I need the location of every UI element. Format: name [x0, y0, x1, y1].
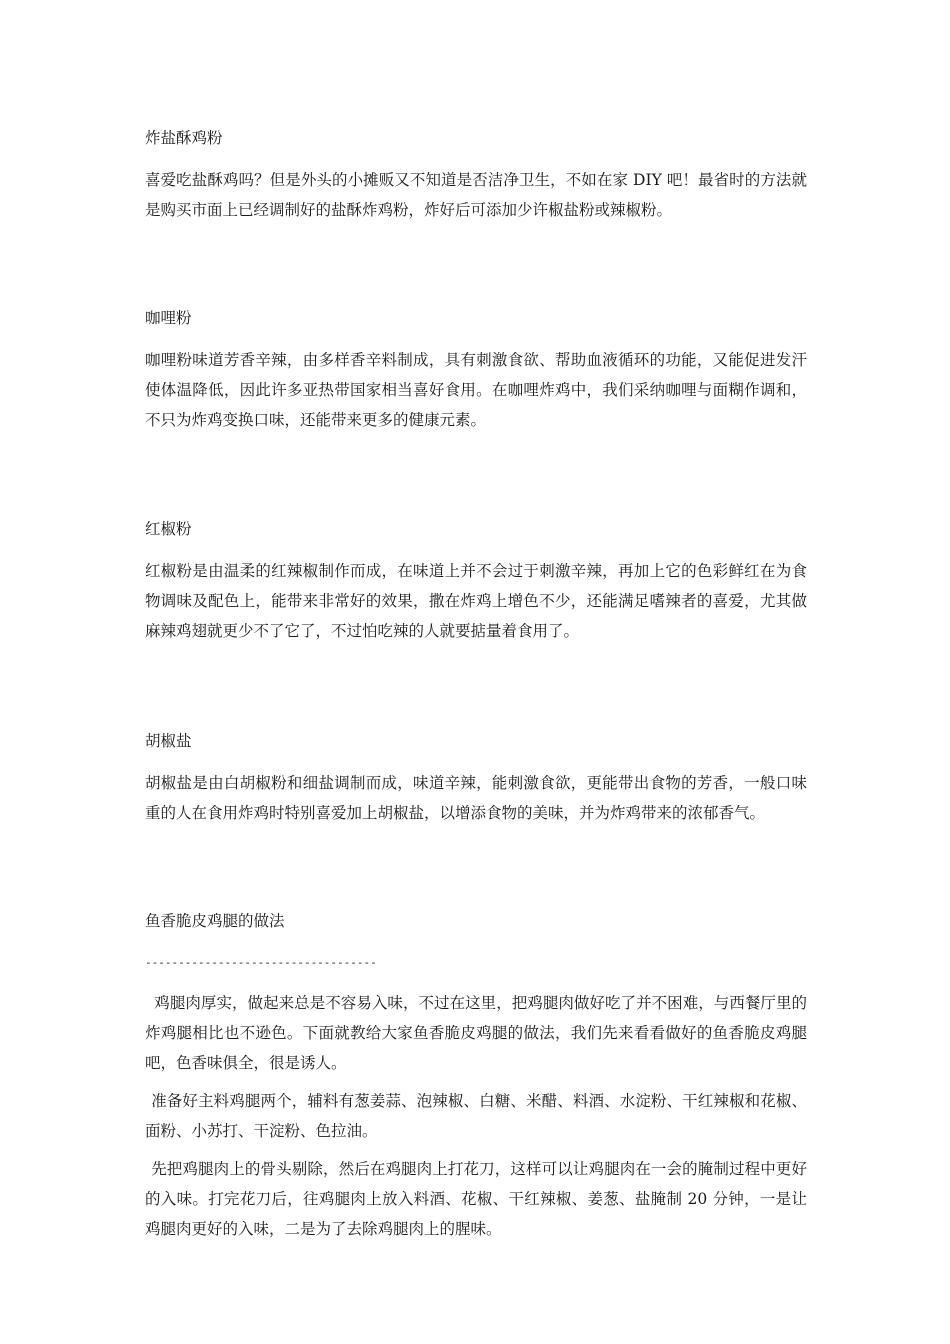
section-title-salt-crispy-chicken-powder: 炸盐酥鸡粉: [145, 129, 223, 147]
recipe-title: 鱼香脆皮鸡腿的做法: [145, 912, 285, 930]
document-content: [145, 121, 807, 1244]
recipe-paragraph-intro: 鸡腿肉厚实，做起来总是不容易入味，不过在这里，把鸡腿肉做好吃了并不困难，与西餐厅里的炸鸡腿相比也不逊色。下面就教给大家鱼香脆皮鸡腿的做法，我们先来看看做好的鱼香脆皮鸡腿吧，色香味俱全，很是诱人。: [145, 994, 807, 1072]
recipe-paragraph-preparation: 先把鸡腿肉上的骨头剔除，然后在鸡腿肉上打花刀，这样可以让鸡腿肉在一会的腌制过程中更好的入味。打完花刀后，往鸡腿肉上放入料酒、花椒、干红辣椒、姜葱、盐腌制 20 分钟，一是让鸡腿肉更好的入味，二是为了去除鸡腿肉上的腥味。: [145, 1160, 807, 1238]
section-title-pepper-salt: 胡椒盐: [145, 732, 192, 750]
section-body-paprika: 红椒粉是由温柔的红辣椒制作而成，在味道上并不会过于刺激辛辣，再加上它的色彩鲜红在为食物调味及配色上，能带来非常好的效果，撒在炸鸡上增色不少，还能满足嗜辣者的喜爱，尤其做麻辣鸡翅就更少不了它了，不过怕吃辣的人就要掂量着食用了。: [145, 562, 807, 640]
recipe-paragraph-ingredients: 准备好主料鸡腿两个，辅料有葱姜蒜、泡辣椒、白糖、米醋、料酒、水淀粉、干红辣椒和花椒、面粉、小苏打、干淀粉、色拉油。: [145, 1092, 807, 1140]
section-title-curry-powder: 咖哩粉: [145, 309, 192, 327]
section-body-curry-powder: 咖哩粉味道芳香辛辣，由多样香辛料制成，具有刺激食欲、帮助血液循环的功能，又能促进发汗使体温降低，因此许多亚热带国家相当喜好食用。在咖哩炸鸡中，我们采纳咖哩与面糊作调和，不只为炸鸡变换口味，还能带来更多的健康元素。: [145, 351, 807, 429]
section-body-pepper-salt: 胡椒盐是由白胡椒粉和细盐调制而成，味道辛辣，能刺激食欲，更能带出食物的芳香，一般口味重的人在食用炸鸡时特别喜爱加上胡椒盐，以增添食物的美味，并为炸鸡带来的浓郁香气。: [145, 774, 807, 822]
section-body-salt-crispy-chicken-powder: 喜爱吃盐酥鸡吗？但是外头的小摊贩又不知道是否洁净卫生，不如在家 DIY 吧！最省时的方法就是购买市面上已经调制好的盐酥炸鸡粉，炸好后可添加少许椒盐粉或辣椒粉。: [145, 171, 807, 219]
section-title-paprika: 红椒粉: [145, 520, 192, 538]
recipe-divider: -----------------------------------: [145, 956, 377, 969]
